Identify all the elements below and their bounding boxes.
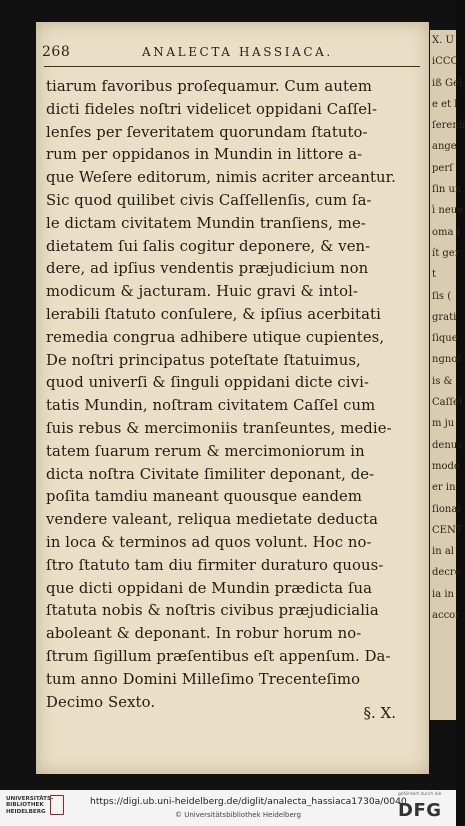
neighbor-fragment: perſ [432, 162, 453, 174]
text-line: rum per oppidanos in Mundin in littore a- [46, 146, 363, 164]
neighbor-fragment: ia in [432, 588, 454, 600]
neighbor-page-edge [430, 30, 465, 720]
page-number: 268 [42, 44, 71, 60]
neighbor-fragment: Caſſel [432, 397, 463, 409]
neighbor-fragment: is & [432, 375, 453, 387]
neighbor-fragment: denus [432, 439, 463, 451]
section-mark: §. X. [363, 704, 396, 722]
text-line: aboleant & deponant. In robur horum no- [46, 625, 362, 643]
text-line: lenſes per ſeveritatem quorundam ſtatuto- [46, 123, 368, 141]
text-line: ſtrum ſigillum præſentibus eſt appenſum. Da- [46, 647, 391, 665]
text-line: poſita tamdiu maneant quousque eandem [46, 488, 363, 506]
text-line: ſtro ſtatuto tam diu firmiter duraturo quous- [46, 556, 384, 574]
funding-note: gefördert durch die [398, 792, 442, 797]
library-name-line: UNIVERSITÄTS- [6, 796, 54, 802]
library-name-line: HEIDELBERG [6, 808, 46, 815]
library-name-line: BIBLIOTHEK [6, 802, 44, 809]
permalink-url[interactable]: https://digi.ub.uni-heidelberg.de/diglit/analecta_hassiaca1730a/0040 [90, 796, 407, 807]
text-line: tatem ſuarum rerum & mercimoniorum in [46, 442, 365, 460]
text-line: ſuis rebus & mercimoniis tranſeuntes, medie- [46, 419, 392, 437]
page-header [42, 42, 422, 68]
neighbor-fragment: e et l [432, 98, 458, 110]
text-line: dicta noſtra Civitate ſimiliter deponant, de- [46, 465, 375, 483]
neighbor-fragment: ſerenh [432, 120, 465, 132]
text-line: De noſtri principatus poteſtate ſtatuimus, [46, 351, 361, 369]
header-rule [44, 66, 420, 67]
neighbor-fragment: ſin un [432, 184, 462, 196]
neighbor-fragment: decre [432, 567, 461, 579]
text-line: tiarum favoribus proſequamur. Cum autem [46, 78, 373, 95]
neighbor-fragment: ſional [432, 503, 461, 515]
neighbor-fragment: grati [432, 311, 457, 323]
neighbor-fragment: CENT [432, 524, 463, 536]
text-line: le dictam civitatem Mundin tranſiens, me- [46, 214, 366, 232]
text-line: tum anno Domini Milleſimo Trecenteſimo [46, 670, 361, 688]
text-line: dietatem ſui ſalis cogitur deponere, & ven- [46, 237, 371, 255]
neighbor-fragment: iCCC [432, 56, 459, 68]
neighbor-fragment: ange [432, 141, 457, 153]
neighbor-fragment: in al [432, 546, 454, 558]
text-line: quod univerſi & ſinguli oppidani dicte civi- [46, 374, 370, 392]
text-line: ſtatuta nobis & noſtris civibus præjudicialia [46, 602, 379, 620]
library-emblem-icon [50, 795, 64, 815]
dfg-logo: DFG [398, 800, 442, 821]
neighbor-fragment: ì neue [432, 205, 464, 217]
neighbor-fragment: ít ger [432, 247, 460, 259]
text-line: dere, ad ipſius vendentis præjudicium non [46, 260, 369, 278]
text-line: Decimo Sexto. [46, 693, 156, 711]
neighbor-fragment: modo [432, 460, 460, 472]
text-line: modicum & jacturam. Huic gravi & intol- [46, 283, 359, 301]
neighbor-fragment: oma l [432, 226, 460, 238]
neighbor-fragment: accor [432, 610, 460, 622]
neighbor-fragment: t [432, 269, 437, 281]
neighbor-fragment: ſique [432, 333, 458, 345]
text-line: lerabili ſtatuto conſulere, & ipſius acerbitati [46, 305, 381, 323]
text-line: dicti fideles noſtri videlicet oppidani Caſſel- [46, 100, 378, 118]
text-line: vendere valeant, reliqua medietate deducta [46, 511, 379, 529]
neighbor-fragment: ngnoſ [432, 354, 462, 366]
text-line: Sic quod quilibet civis Caſſellenſis, cum ſa- [46, 191, 372, 209]
text-line: in loca & terminos ad quos volunt. Hoc no- [46, 533, 372, 551]
viewer-footer [0, 790, 456, 826]
text-line: tatis Mundin, noſtram civitatem Caſſel cum [46, 397, 376, 415]
running-head: ANALECTA HASSIACA. [142, 45, 333, 59]
text-line: remedia congrua adhibere utique cupientes, [46, 328, 385, 346]
text-line: que dicti oppidani de Mundin prædicta ſua [46, 579, 373, 597]
neighbor-fragment: iß Gel [432, 77, 463, 89]
body-text [46, 76, 426, 714]
neighbor-fragment: ſis ( [432, 290, 452, 302]
neighbor-fragment: er in [432, 482, 456, 494]
copyright-notice: © Universitätsbibliothek Heidelberg [175, 811, 302, 819]
text-line: que Weſere editorum, nimis acriter arceantur. [46, 169, 396, 187]
neighbor-fragment: X. U [432, 35, 454, 46]
neighbor-fragment: m ju [432, 418, 455, 430]
